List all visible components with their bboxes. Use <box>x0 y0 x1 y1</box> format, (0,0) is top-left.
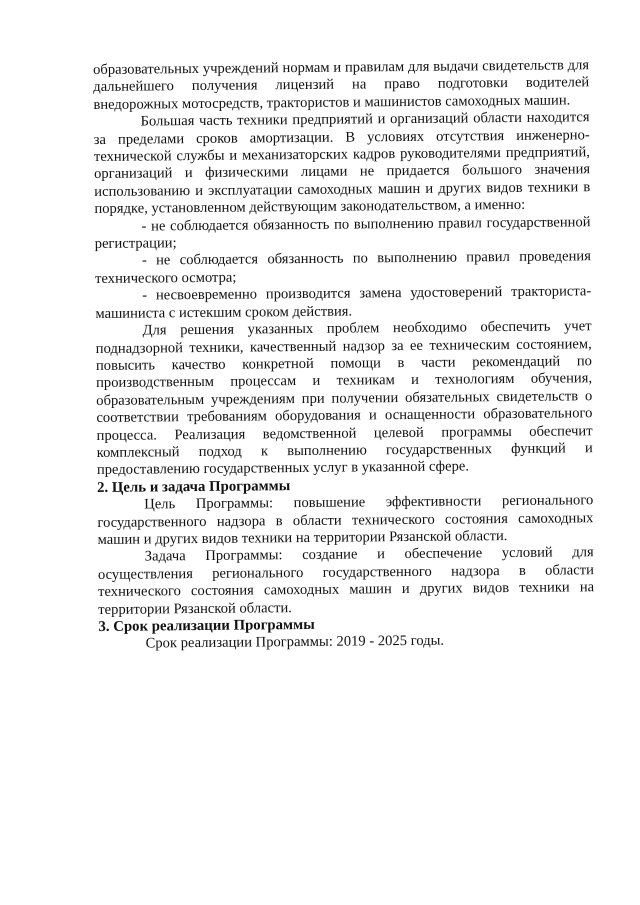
list-item-registration: - не соблюдается обязанность по выполнению правил государственной регистрации; <box>94 213 591 253</box>
list-item-certificates: - несвоевременно производится замена удостоверений тракториста-машиниста с истекшим сроком действия. <box>95 283 592 322</box>
paragraph-amortization: Большая часть техники предприятий и организаций области находится за пределами сроков амортизации. В условиях отсутствия инженерно-технической службы и механизаторских кадров руководителями предприятий, организаций и физическими лицами не придается большого значения использованию и эксплуатации самоходных машин и других видов техники в порядке, установленном действующим законодательством, а именно: <box>93 109 591 218</box>
paragraph-term: Срок реализации Программы: 2019 - 2025 годы. <box>145 633 445 652</box>
section-2-heading: 2. Цель и задача Программы <box>97 477 291 496</box>
list-item-inspection: - не соблюдается обязанность по выполнению правил проведения технического осмотра; <box>95 248 591 287</box>
document-page <box>93 57 595 654</box>
paragraph-solutions: Для решения указанных проблем необходимо обеспечить учет поднадзорной техники, качественный надзор за ее техническим состоянием, повысить качество конкретной помощи в части рекомендаций по производственным процессам и техникам и технологиям обучения, образовательным учреждениям при получении обязательных свидетельств о соответствии требованиям оборудования и оснащенности образовательного процесса. Реализация ведомственной целевой программы обеспечит комплексный подход к выполнению государственных функций и предоставлению государственных услуг в указанной сфере. <box>95 318 593 479</box>
paragraph-continuation: образовательных учреждений нормам и правилам для выдачи свидетельств для дальнейшего получения лицензий на право подготовки водителей внедорожных мотосредств, трактористов и машинистов самоходных машин. <box>93 57 590 113</box>
paragraph-goal: Цель Программы: повышение эффективности регионального государственного надзора в области технического состояния самоходных машин и других видов техники на территории Рязанской области. <box>97 492 594 548</box>
section-3-heading: 3. Срок реализации Программы <box>98 616 315 635</box>
paragraph-task: Задача Программы: создание и обеспечение условий для осуществления регионального государственного надзора в области технического состояния самоходных машин и других видов техники на территории Рязанской области. <box>97 544 595 618</box>
